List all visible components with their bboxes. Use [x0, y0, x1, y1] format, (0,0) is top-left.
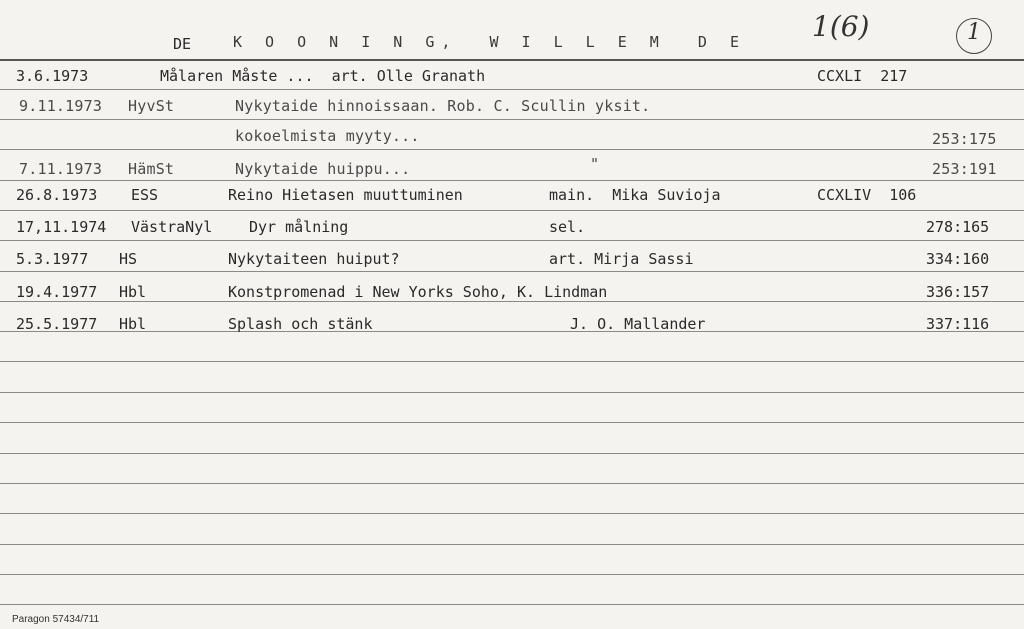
entry-title: Nykytaide hinnoissaan. Rob. C. Scullin yksit.: [235, 97, 651, 115]
circled-number: 1: [967, 20, 981, 45]
rule-line: [0, 149, 1024, 150]
rule-line: [0, 271, 1024, 272]
rule-line: [0, 513, 1024, 514]
rule-line: [0, 483, 1024, 484]
entry-title: Nykytaide huippu...: [235, 160, 411, 178]
entry-source: Hbl: [119, 283, 147, 301]
entry-ref: 278:165: [926, 218, 990, 236]
entry-author: J. O. Mallander: [570, 315, 706, 333]
entry-date: 9.11.1973: [19, 97, 103, 115]
rule-line: [0, 119, 1024, 120]
card-footer: Paragon 57434/711: [12, 614, 100, 625]
entry-source: VästraNyl: [131, 218, 213, 236]
rule-line: [0, 544, 1024, 545]
rule-line: [0, 453, 1024, 454]
entry-ref: CCXLI 217: [817, 67, 908, 85]
rule-line: [0, 604, 1024, 605]
name-prefix: DE: [173, 35, 192, 53]
header-rule: [0, 59, 1024, 61]
entry-date: 7.11.1973: [19, 160, 103, 178]
rule-line: [0, 210, 1024, 211]
entry-date: 5.3.1977: [16, 250, 89, 268]
entry-title: Målaren Måste ... art. Olle Granath: [160, 67, 486, 85]
entry-ref: 334:160: [926, 250, 990, 268]
entry-author: main. Mika Suvioja: [549, 186, 721, 204]
entry-date: 26.8.1973: [16, 186, 98, 204]
rule-line: [0, 422, 1024, 423]
entry-title: Nykytaiteen huiput?: [228, 250, 400, 268]
entry-date: 25.5.1977: [16, 315, 98, 333]
entry-title-continued: kokoelmista myyty...: [235, 127, 420, 145]
entry-ref: 253:191: [932, 160, 997, 178]
entry-title: Reino Hietasen muuttuminen: [228, 186, 463, 204]
entry-ref: CCXLIV 106: [817, 186, 917, 204]
card-number: 1(6): [812, 10, 870, 43]
entry-title: Dyr målning: [249, 218, 349, 236]
entry-ref: 253:175: [932, 130, 997, 148]
rule-line: [0, 574, 1024, 575]
rule-line: [0, 392, 1024, 393]
entry-author: art. Mirja Sassi: [549, 250, 694, 268]
entry-source: HämSt: [128, 160, 175, 178]
subject-name: K O O N I N G, W I L L E M D E: [233, 33, 746, 51]
entry-source: HyvSt: [128, 97, 175, 115]
entry-source: HS: [119, 250, 138, 268]
entry-source: ESS: [131, 186, 159, 204]
entry-ref: 337:116: [926, 315, 990, 333]
entry-source: Hbl: [119, 315, 147, 333]
rule-line: [0, 180, 1024, 181]
entry-date: 3.6.1973: [16, 67, 89, 85]
entry-ref: 336:157: [926, 283, 990, 301]
entry-author: sel.: [549, 218, 586, 236]
rule-line: [0, 89, 1024, 90]
entry-date: 19.4.1977: [16, 283, 98, 301]
rule-line: [0, 301, 1024, 302]
entry-date: 17,11.1974: [16, 218, 107, 236]
entry-title: Splash och stänk: [228, 315, 373, 333]
rule-line: [0, 331, 1024, 332]
rule-line: [0, 361, 1024, 362]
ditto-mark: ": [590, 155, 600, 173]
entry-title: Konstpromenad i New Yorks Soho, K. Lindman: [228, 283, 608, 301]
rule-line: [0, 240, 1024, 241]
